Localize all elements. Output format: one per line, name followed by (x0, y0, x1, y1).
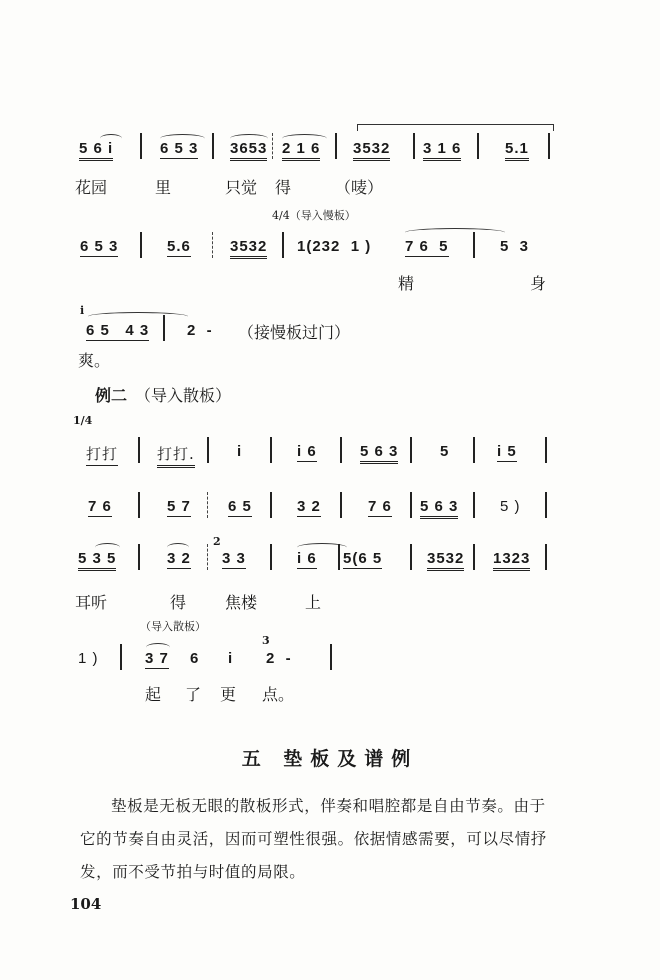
lyric: 花园 (75, 178, 108, 197)
barline (207, 437, 209, 463)
barline (335, 133, 337, 159)
note-group: 5 7 (167, 498, 191, 515)
barline (473, 232, 475, 258)
time-signature: 1/4 (73, 414, 93, 427)
barline (545, 544, 547, 570)
barline (473, 492, 475, 518)
barline (140, 232, 142, 258)
dashed-barline (207, 492, 208, 518)
lyric: 里 (155, 178, 172, 197)
note-group: 3532 (230, 238, 267, 259)
note-group: 7 6 5 (405, 238, 449, 255)
note-group: 2 - (187, 322, 213, 339)
note-group: 2 - (266, 650, 292, 667)
note-group: i (228, 650, 234, 667)
barline (212, 133, 214, 159)
note-group: 6 5 4 3 (86, 322, 150, 339)
note-group: 3532 (427, 550, 464, 571)
note-group: i (237, 443, 243, 460)
note-group: 3532 (353, 140, 390, 161)
tempo-marker: 4/4（导入慢板） (272, 209, 356, 222)
note-group: 5.6 (167, 238, 191, 255)
grace-note: i (80, 304, 85, 317)
lyric: 上 (305, 593, 322, 612)
barline (340, 437, 342, 463)
barline (140, 133, 142, 159)
barline (138, 492, 140, 518)
lyric: 得 (275, 178, 292, 197)
note-group: 5 6 i (79, 140, 113, 161)
barline (413, 133, 415, 159)
barline (138, 544, 140, 570)
note-group: 3 7 (145, 650, 169, 667)
dashed-barline (212, 232, 213, 258)
barline (270, 544, 272, 570)
lyric: 得 (170, 593, 187, 612)
slur (405, 228, 505, 237)
lyric: 起 (145, 685, 162, 704)
note-group: 6 (190, 650, 200, 667)
grace-note: 2 (213, 535, 221, 548)
note-group: 打打. (157, 443, 195, 468)
note-group: 5 (440, 443, 450, 460)
barline (163, 315, 165, 341)
note-group: 3653 (230, 140, 267, 161)
note-group: i 6 (297, 443, 317, 460)
barline (473, 544, 475, 570)
barline (545, 492, 547, 518)
barline (282, 232, 284, 258)
barline (138, 437, 140, 463)
grace-note: 3 (262, 634, 270, 647)
barline (120, 644, 122, 670)
note-group: 3 2 (297, 498, 321, 515)
note-group: i 5 (497, 443, 517, 460)
note-group: 5 3 5 (78, 550, 116, 571)
note-group: 3 3 (222, 550, 246, 567)
barline (410, 544, 412, 570)
page-number: 104 (70, 895, 102, 913)
tempo-marker: （导入散板） (140, 620, 206, 633)
body-paragraph: 垫板是无板无眼的散板形式，伴奏和唱腔都是自由节奏。由于它的节奏自由灵活，因而可塑性很强。依据情感需要，可以尽情抒发，而不受节拍与时值的局限。 (80, 797, 547, 881)
note-group: 6 5 (228, 498, 252, 515)
lyric: 耳听 (75, 593, 108, 612)
note-group: 1 ) (78, 650, 99, 667)
barline (545, 437, 547, 463)
lyric: 精 (398, 274, 415, 293)
barline (270, 437, 272, 463)
dashed-barline (272, 133, 273, 159)
note-group: 7 6 (88, 498, 112, 515)
slur (88, 312, 188, 321)
note-group: 5 6 3 (360, 443, 398, 464)
lyric: 更 (220, 685, 237, 704)
note-group: 2 1 6 (282, 140, 320, 161)
barline (338, 544, 340, 570)
lyric: 只觉 (225, 178, 258, 197)
note-group: 6 5 3 (160, 140, 199, 157)
note-group: 3 1 6 (423, 140, 461, 161)
barline (270, 492, 272, 518)
note-group: 5(6 5 (343, 550, 383, 567)
barline (340, 492, 342, 518)
note-group: i 6 (297, 550, 317, 567)
lyric: 点。 (262, 685, 295, 704)
barline (330, 644, 332, 670)
lyric: 爽。 (78, 351, 111, 370)
bracket (357, 124, 554, 131)
performance-note: （接慢板过门） (238, 323, 351, 342)
section-heading: 五 垫板及谱例 (241, 748, 419, 770)
note-group: 3 2 (167, 550, 191, 567)
lyric: （唛） (335, 178, 384, 197)
barline (410, 492, 412, 518)
note-group: 5 ) (500, 498, 521, 515)
note-group: 5.1 (505, 140, 529, 161)
barline (548, 133, 550, 159)
lyric: 身 (530, 274, 547, 293)
note-group: 7 6 (368, 498, 392, 515)
note-group: 5 3 (500, 238, 530, 255)
lyric: 了 (185, 685, 202, 704)
note-group: 打打 (86, 443, 118, 466)
note-group: 1323 (493, 550, 530, 571)
barline (477, 133, 479, 159)
note-group: 1(232 1 ) (297, 238, 372, 255)
example-title: 例二 (95, 386, 128, 405)
note-group: 5 6 3 (420, 498, 458, 519)
dashed-barline (207, 544, 208, 570)
lyric: 焦楼 (225, 593, 258, 612)
barline (410, 437, 412, 463)
barline (473, 437, 475, 463)
note-group: 6 5 3 (80, 238, 119, 255)
example-subtitle: （导入散板） (135, 386, 232, 405)
